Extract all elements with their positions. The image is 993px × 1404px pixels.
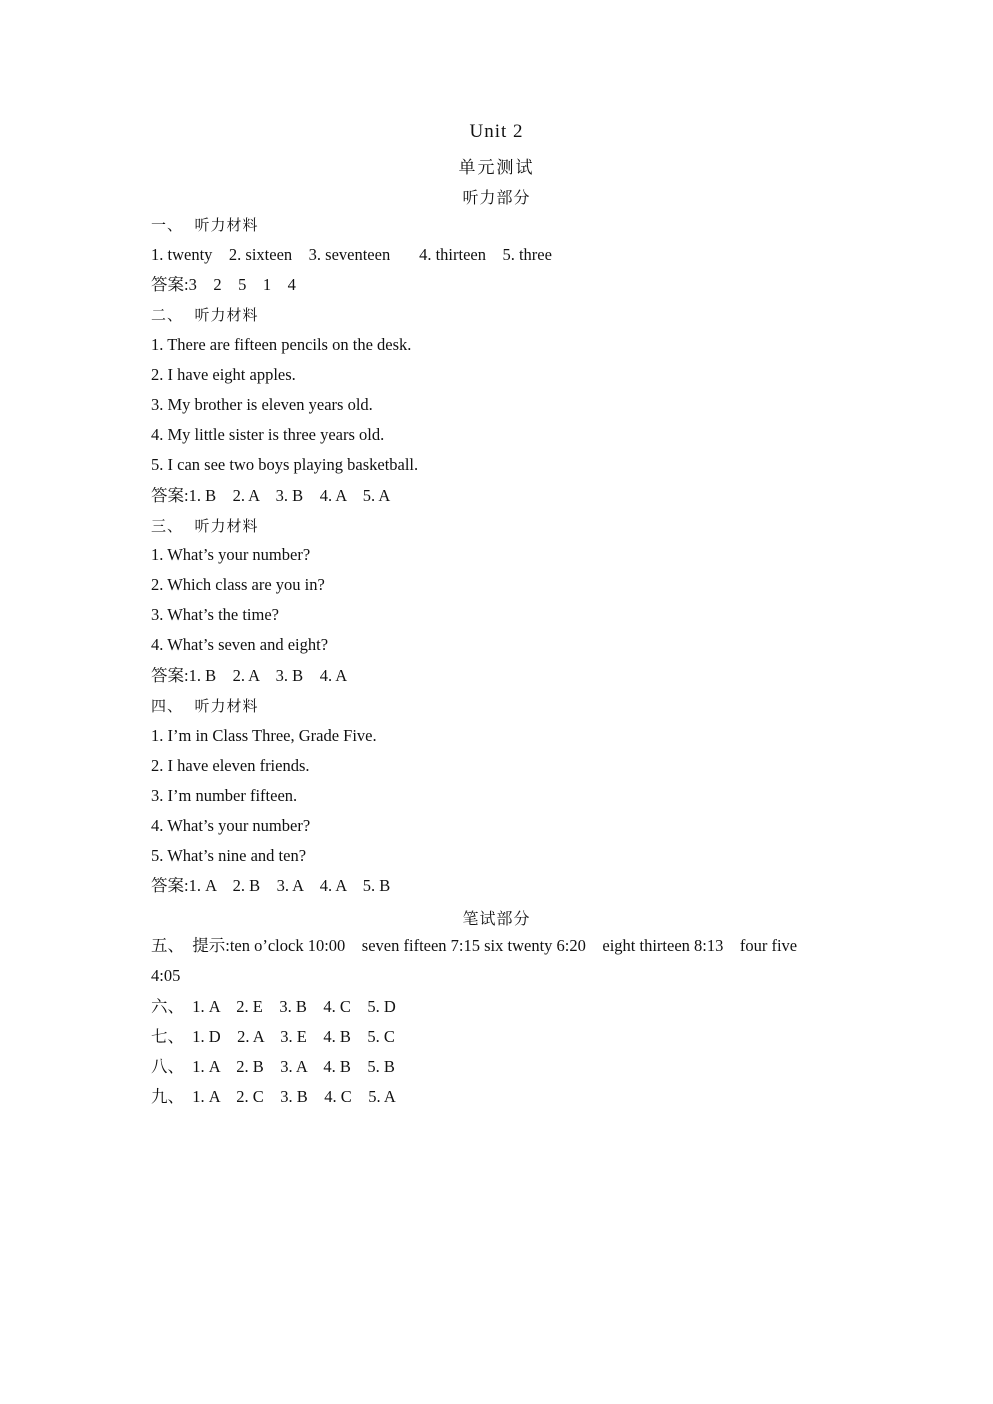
section-2-line-1: 1. There are fifteen pencils on the desk. <box>151 335 412 354</box>
section-4-line-1: 1. I’m in Class Three, Grade Five. <box>151 726 377 745</box>
section-7-answers: 七、 1. D 2. A 3. E 4. B 5. C <box>151 1027 395 1046</box>
listening-section-title: 听力部分 <box>462 188 531 207</box>
section-2-answer: 答案:1. B 2. A 3. B 4. A 5. A <box>151 486 391 505</box>
section-3-line-4: 4. What’s seven and eight? <box>151 635 329 654</box>
section-2-line-4: 4. My little sister is three years old. <box>151 425 385 444</box>
section-3-line-1: 1. What’s your number? <box>151 545 311 564</box>
section-2-line-5: 5. I can see two boys playing basketball. <box>151 455 419 474</box>
section-3-heading: 三、 听力材料 <box>151 517 259 535</box>
section-5-line-1: 五、 提示:ten o’clock 10:00 seven fifteen 7:15 six twenty 6:20 eight thirteen 8:13 four five <box>151 936 798 955</box>
section-5-line-2: 4:05 <box>151 966 181 985</box>
section-4-line-5: 5. What’s nine and ten? <box>151 846 307 865</box>
section-4-line-4: 4. What’s your number? <box>151 816 311 835</box>
test-title: 单元测试 <box>458 158 535 178</box>
section-2-line-3: 3. My brother is eleven years old. <box>151 395 373 414</box>
section-3-line-2: 2. Which class are you in? <box>151 575 325 594</box>
section-4-answer: 答案:1. A 2. B 3. A 4. A 5. B <box>151 876 391 895</box>
section-9-answers: 九、 1. A 2. C 3. B 4. C 5. A <box>151 1087 396 1106</box>
section-4-heading: 四、 听力材料 <box>151 697 259 715</box>
section-4-line-2: 2. I have eleven friends. <box>151 756 310 775</box>
section-6-answers: 六、 1. A 2. E 3. B 4. C 5. D <box>151 997 396 1016</box>
section-2-line-2: 2. I have eight apples. <box>151 365 296 384</box>
writing-section-title: 笔试部分 <box>462 909 531 928</box>
section-3-line-3: 3. What’s the time? <box>151 605 279 624</box>
section-1-heading: 一、 听力材料 <box>151 216 259 234</box>
unit-title: Unit 2 <box>469 121 524 142</box>
section-8-answers: 八、 1. A 2. B 3. A 4. B 5. B <box>151 1057 395 1076</box>
section-2-heading: 二、 听力材料 <box>151 306 259 324</box>
section-1-line-1: 1. twenty 2. sixteen 3. seventeen 4. thirteen 5. three <box>151 245 552 264</box>
section-3-answer: 答案:1. B 2. A 3. B 4. A <box>151 666 348 685</box>
section-4-line-3: 3. I’m number fifteen. <box>151 786 298 805</box>
section-1-answer: 答案:3 2 5 1 4 <box>151 275 296 294</box>
